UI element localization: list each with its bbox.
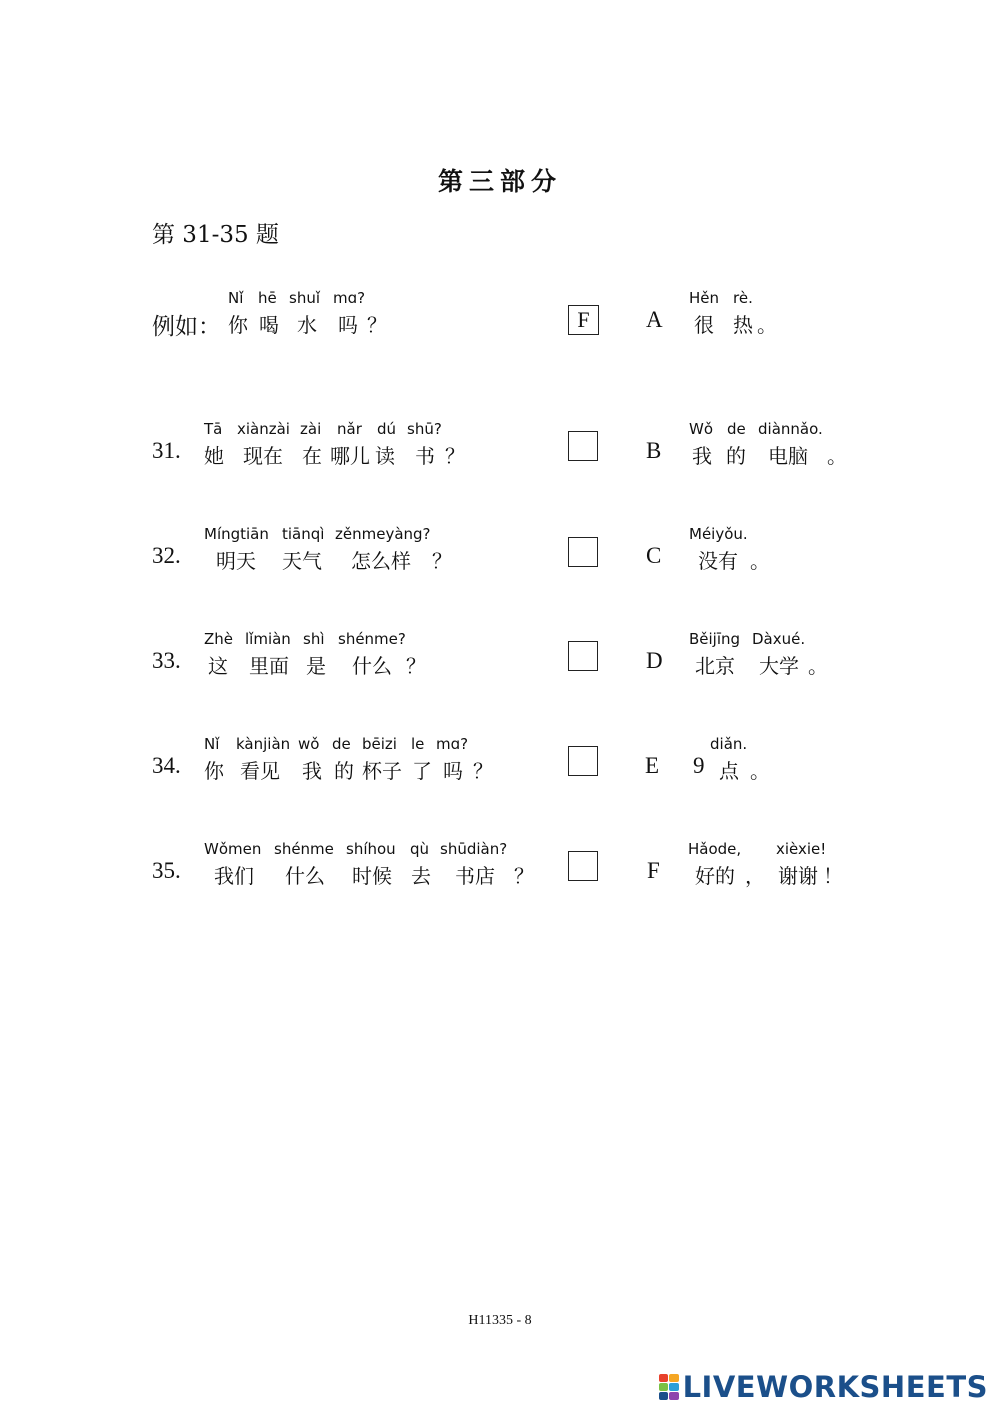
- hanzi-word: 是: [306, 654, 326, 678]
- hanzi-word: 明天: [216, 549, 256, 573]
- option-letter: E: [645, 753, 660, 778]
- hanzi-word: 点: [719, 759, 739, 783]
- hanzi-word: 吗: [338, 313, 358, 337]
- example-answer-box: F: [568, 305, 599, 335]
- hanzi-word: 她: [204, 444, 224, 468]
- hanzi-word: 很: [694, 313, 714, 337]
- hanzi-word: ？: [473, 759, 493, 783]
- hanzi-word: ？: [367, 313, 387, 337]
- logo-square: [659, 1374, 669, 1382]
- pinyin-word: Dàxué.: [752, 630, 806, 648]
- hanzi-word: 。: [827, 444, 847, 468]
- option-letter: F: [647, 858, 660, 883]
- hanzi-word: 了: [412, 759, 432, 783]
- hanzi-word: ？: [445, 444, 465, 468]
- question-number: 31.: [152, 438, 181, 463]
- hanzi-word: 电脑: [768, 444, 808, 468]
- hanzi-word: 这: [208, 654, 228, 678]
- pinyin-word: shì: [303, 630, 325, 648]
- pinyin-word: dú: [377, 420, 397, 438]
- pinyin-word: le: [411, 735, 425, 753]
- pinyin-word: rè.: [733, 289, 753, 307]
- hanzi-word: 你: [204, 759, 224, 783]
- hanzi-word: ，: [745, 864, 765, 888]
- pinyin-word: kànjiàn: [236, 735, 291, 753]
- answer-box[interactable]: [568, 537, 598, 567]
- pinyin-word: zěnmeyàng?: [335, 525, 431, 543]
- answer-box[interactable]: [568, 431, 598, 461]
- pinyin-word: de: [727, 420, 746, 438]
- hanzi-word: 书: [415, 444, 435, 468]
- hanzi-word: 里面: [249, 654, 289, 678]
- pinyin-word: shūdiàn?: [440, 840, 508, 858]
- pinyin-word: xiànzài: [237, 420, 290, 438]
- pinyin-word: qù: [410, 840, 430, 858]
- pinyin-word: shénme: [274, 840, 334, 858]
- hanzi-word: 什么: [285, 864, 325, 888]
- pinyin-word: xièxie!: [776, 840, 827, 858]
- pinyin-word: Hǎode,: [688, 840, 742, 858]
- hanzi-word: 北京: [695, 654, 735, 678]
- hanzi-word: 怎么样: [351, 549, 411, 573]
- hanzi-word: 的: [726, 444, 746, 468]
- pinyin-word: Nǐ: [204, 735, 220, 753]
- hanzi-word: ！: [823, 864, 843, 888]
- question-number: 32.: [152, 543, 181, 568]
- pinyin-word: Běijīng: [689, 630, 741, 648]
- pinyin-word: shíhou: [346, 840, 396, 858]
- hanzi-word: 在: [302, 444, 322, 468]
- hanzi-word: 9: [693, 753, 705, 778]
- pinyin-word: Nǐ: [228, 289, 244, 307]
- pinyin-word: mɑ?: [436, 735, 469, 753]
- hanzi-word: 现在: [243, 444, 283, 468]
- hanzi-word: 你: [228, 313, 248, 337]
- hanzi-word: ？: [514, 864, 534, 888]
- option-letter: D: [646, 648, 663, 673]
- hanzi-word: ？: [432, 549, 452, 573]
- pinyin-word: hē: [258, 289, 277, 307]
- hanzi-word: 看见: [240, 759, 280, 783]
- pinyin-word: Wǒ: [689, 420, 714, 438]
- pinyin-word: tiānqì: [282, 525, 325, 543]
- logo-text: LIVEWORKSHEETS: [682, 1370, 988, 1404]
- logo-square: [669, 1392, 679, 1400]
- pinyin-word: shū?: [407, 420, 442, 438]
- hanzi-word: 书店: [455, 864, 495, 888]
- option-letter: C: [646, 543, 662, 568]
- option-letter: A: [646, 307, 663, 332]
- section-title: 第三部分: [437, 167, 562, 196]
- hanzi-word: 喝: [259, 313, 279, 337]
- answer-box[interactable]: [568, 746, 598, 776]
- liveworksheets-logo: [659, 1370, 988, 1404]
- pinyin-word: nǎr: [337, 420, 362, 438]
- pinyin-word: de: [332, 735, 351, 753]
- page-footer: H11335 - 8: [468, 1313, 532, 1328]
- answer-box[interactable]: [568, 851, 598, 881]
- hanzi-word: 天气: [282, 549, 322, 573]
- hanzi-word: 哪儿: [330, 444, 370, 468]
- hanzi-word: 的: [334, 759, 354, 783]
- example-label: 例如：: [152, 314, 221, 339]
- hanzi-word: 我: [302, 759, 322, 783]
- question-number: 33.: [152, 648, 181, 673]
- pinyin-word: mɑ?: [333, 289, 366, 307]
- hanzi-word: 去: [411, 864, 431, 888]
- pinyin-word: wǒ: [298, 735, 320, 753]
- hanzi-word: 大学: [759, 654, 799, 678]
- hanzi-word: 热: [733, 313, 753, 337]
- pinyin-word: Zhè: [204, 630, 234, 648]
- answer-box[interactable]: [568, 641, 598, 671]
- logo-square: [659, 1383, 669, 1391]
- hanzi-word: 好的: [695, 864, 735, 888]
- hanzi-word: 什么: [352, 654, 392, 678]
- hanzi-word: 吗: [443, 759, 463, 783]
- hanzi-word: 。: [808, 654, 828, 678]
- option-letter: B: [646, 438, 662, 463]
- hanzi-word: ？: [406, 654, 426, 678]
- pinyin-word: shénme?: [338, 630, 406, 648]
- logo-square: [659, 1392, 669, 1400]
- hanzi-word: 没有: [698, 549, 738, 573]
- logo-square: [669, 1383, 679, 1391]
- pinyin-word: Méiyǒu.: [689, 525, 748, 543]
- hanzi-word: 我: [692, 444, 712, 468]
- hanzi-word: 读: [375, 444, 395, 468]
- pinyin-word: Míngtiān: [204, 525, 269, 543]
- question-number: 34.: [152, 753, 181, 778]
- pinyin-word: diǎn.: [710, 735, 748, 753]
- hanzi-word: 杯子: [362, 759, 402, 783]
- pinyin-word: shuǐ: [289, 289, 320, 307]
- hanzi-word: 。: [757, 313, 777, 337]
- pinyin-word: lǐmiàn: [245, 630, 291, 648]
- pinyin-word: Wǒmen: [204, 840, 262, 858]
- hanzi-word: 谢谢: [778, 864, 818, 888]
- logo-square: [669, 1374, 679, 1382]
- hanzi-word: 。: [750, 549, 770, 573]
- question-range: 第 31-35 题: [152, 222, 279, 248]
- logo-icon: [659, 1374, 679, 1400]
- pinyin-word: Hěn: [689, 289, 720, 307]
- hanzi-word: 。: [750, 759, 770, 783]
- pinyin-word: bēizi: [362, 735, 397, 753]
- question-number: 35.: [152, 858, 181, 883]
- pinyin-word: zài: [300, 420, 322, 438]
- hanzi-word: 时候: [352, 864, 392, 888]
- pinyin-word: Tā: [204, 420, 223, 438]
- hanzi-word: 水: [297, 313, 317, 337]
- hanzi-word: 我们: [214, 864, 254, 888]
- pinyin-word: diànnǎo.: [758, 420, 823, 438]
